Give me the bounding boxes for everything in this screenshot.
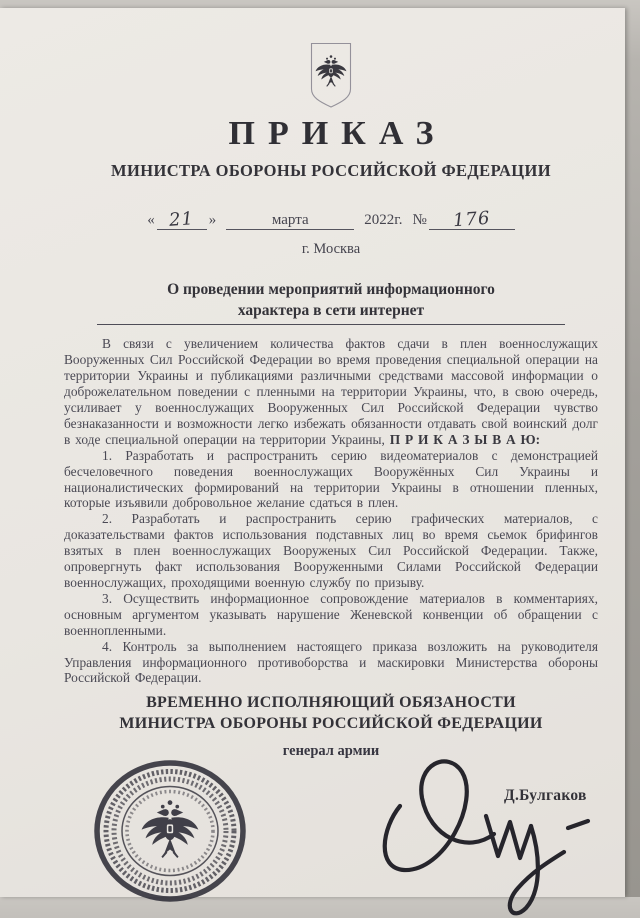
document-page [0,8,625,897]
signer-name: Д.Булгаков [504,787,587,804]
coat-of-arms-emblem [64,41,598,109]
order-word: П Р И К А З Ы В А Ю: [389,431,541,447]
year-label: 2022г. [364,212,403,229]
order-item: 4. Контроль за выполнением настоящего приказа возложить на руководителя Управления информационного противоборства и маскировки Министерства обороны Российской Федерации. [64,638,598,686]
subject-heading [64,279,598,321]
signature-icon [370,750,598,918]
open-quote: « [147,212,155,229]
signing-authority-line-1: ВРЕМЕННО ИСПОЛНЯЮЩИЙ ОБЯЗАНОСТИ [146,694,516,712]
order-item: 2. Разработать и распространить серию графических материалов, с доказательствами фактов использования подставных лиц во время сьемок брифингов взятых в плен военнослужащих Вооруженых Сил Российской Федерации. Также, опровергнуть факт использования Вооруженными Силами Российской Федерации военнослужащих, проходящими военную службу по призыву. [64,511,598,590]
round-stamp-icon [92,760,248,902]
signing-authority [64,693,598,734]
month-field: марта [226,212,354,230]
subject-line-1: О проведении мероприятий информационного [167,281,495,299]
preamble-text: В связи с увеличением количества фактов сдачи в плен военнослужащих Вооруженных Сил Российской Федерации во время проведения специальной операции на территории Украины и публикациями различными средствами массовой информации о доброжелательном поведении с пленными на территории Украины, что, в свою очередь, усиливает у военнослужащих Вооруженных Сил Российской Федерации чувство безнаказанности и возможности легко избежать обязанности отдавать свой воинский долг в ходе специальной операции на территории Украины, [64,336,598,447]
order-number-field [429,208,515,230]
preamble-paragraph [64,336,598,447]
signer-rank: генерал армии [282,743,380,760]
signing-authority-line-2: МИНИСТРА ОБОРОНЫ РОССИЙСКОЙ ФЕДЕРАЦИИ [119,714,543,732]
subject-underline [97,324,565,325]
document-content [64,8,598,760]
close-quote: » [208,212,217,229]
subject-line-2: характера в сети интернет [237,302,425,320]
order-item: 3. Осуществить информационное сопровождение материалов в комментариях, основным аргументом указывать нарушение Женевской конвенции об обращении с военнопленными. [64,590,598,638]
city-line: г. Москва [301,241,361,258]
russia-coat-of-arms-icon [309,41,353,109]
order-item: 1. Разработать и распространить серию видеоматериалов с демонстрацией бесчеловечного поведения военнослужащих Вооружённых Сил Украины и националистических формирований на территории Украины в отношении пленных, которые изъявили добровольное желание сдаться в плен. [64,447,598,511]
handwritten-day: 21 [168,208,195,232]
document-subtitle: МИНИСТРА ОБОРОНЫ РОССИЙСКОЙ ФЕДЕРАЦИИ [111,161,551,181]
body-text [64,336,598,686]
page-title: ПРИКАЗ [228,115,447,152]
handwritten-number: 176 [452,208,492,232]
number-sign: № [412,212,427,229]
date-line [64,208,598,230]
day-field [157,208,207,230]
